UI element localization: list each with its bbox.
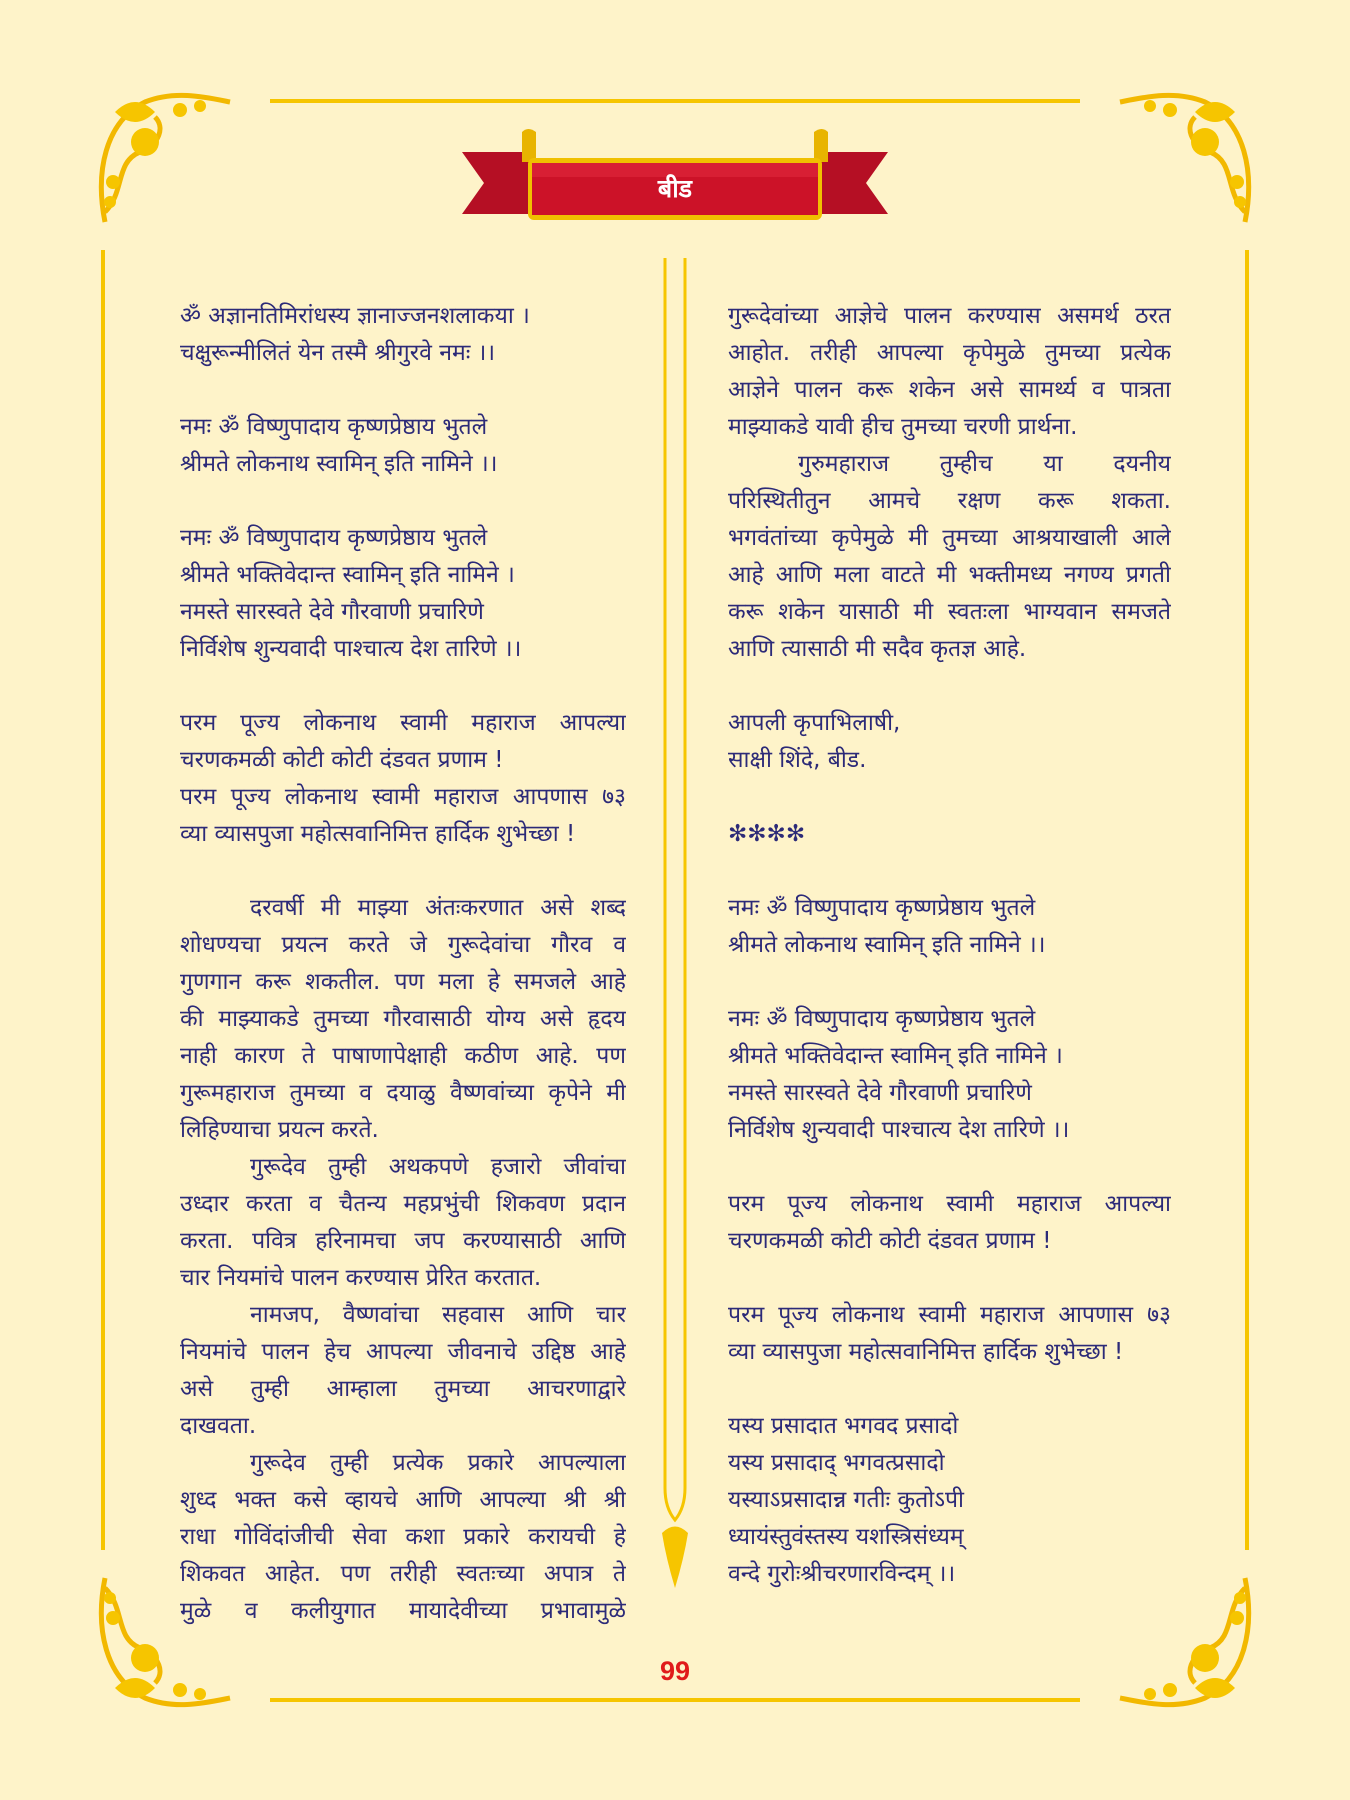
page-title: बीड — [657, 174, 693, 203]
text-line: आपली कृपाभिलाषी, — [728, 710, 901, 736]
paragraph-spacer — [728, 1371, 1171, 1408]
text-line: श्रीमते लोकनाथ स्वामिन् इति नामिने ।। — [180, 451, 498, 477]
prose-paragraph — [728, 446, 1171, 668]
text-line: गुरूदेवांच्या आज्ञेचे पालन करण्यास असमर्थ ठरत — [728, 303, 1171, 329]
text-line: आहोत. तरीही आपल्या कृपेमुळे तुमच्या प्रत्येक — [728, 340, 1171, 366]
text-line: चक्षुरून्मीलितं येन तस्मै श्रीगुरवे नमः ।। — [180, 340, 496, 366]
text-line: यस्य प्रसादाद् भगवत्प्रसादो — [728, 1450, 945, 1476]
text-line: उध्दार करता व चैतन्य महप्रभुंची शिकवण प्रदान — [180, 1191, 626, 1217]
text-line: यस्याऽप्रसादान्न गतीः कुतोऽपी — [728, 1487, 964, 1513]
left-text-column — [180, 298, 626, 1630]
prose-paragraph — [180, 1297, 626, 1445]
text-line: गुणगान करू शकतील. पण मला हे समजले आहे — [180, 969, 626, 995]
text-line: गुरूदेव तुम्ही अथकपणे हजारो जीवांचा — [250, 1154, 626, 1180]
paragraph-spacer — [728, 779, 1171, 816]
text-line: ध्यायंस्तुवंस्तस्य यशस्त्रिसंध्यम् — [728, 1524, 964, 1550]
verse-block — [728, 1001, 1171, 1149]
text-line: चार नियमांचे पालन करण्यास प्रेरित करतात. — [180, 1265, 542, 1291]
verse-block — [728, 816, 1171, 853]
text-line: परम पूज्य लोकनाथ स्वामी महाराज आपल्या — [728, 1191, 1171, 1217]
text-line: नामजप, वैष्णवांचा सहवास आणि चार — [250, 1302, 626, 1328]
text-line: नमः ॐ विष्णुपादाय कृष्णप्रेष्ठाय भुतले — [180, 414, 488, 440]
text-line: व्या व्यासपुजा महोत्सवानिमित्त हार्दिक शुभेच्छा ! — [728, 1339, 1124, 1365]
text-line: आज्ञेने पालन करू शकेन असे सामर्थ्य व पात्रता — [728, 377, 1171, 403]
prose-paragraph — [728, 1297, 1171, 1371]
prose-paragraph — [180, 1149, 626, 1297]
text-line: नमः ॐ विष्णुपादाय कृष्णप्रेष्ठाय भुतले — [728, 895, 1036, 921]
text-line: राधा गोविंदांजीची सेवा कशा प्रकारे करायची हे — [180, 1524, 626, 1550]
text-line: गुरुमहाराज तुम्हीच या दयनीय — [798, 451, 1171, 477]
verse-block — [728, 1408, 1171, 1593]
column-divider — [662, 258, 688, 1588]
prose-paragraph — [728, 298, 1171, 446]
text-line: श्रीमते भक्तिवेदान्त स्वामिन् इति नामिने । — [728, 1043, 1063, 1069]
verse-block — [180, 298, 626, 372]
frame-right-line — [1245, 250, 1249, 1550]
text-line: परम पूज्य लोकनाथ स्वामी महाराज आपणास ७३ — [728, 1302, 1171, 1328]
paragraph-spacer — [728, 1260, 1171, 1297]
text-line: शोधण्यचा प्रयत्न करते जे गुरूदेवांचा गौरव व — [180, 932, 626, 958]
paragraph-spacer — [728, 964, 1171, 1001]
paragraph-spacer — [728, 853, 1171, 890]
text-line: आहे आणि मला वाटते मी भक्तीमध्य नगण्य प्रगती — [728, 562, 1171, 588]
text-line: व्या व्यासपुजा महोत्सवानिमित्त हार्दिक शुभेच्छा ! — [180, 821, 576, 847]
verse-block — [728, 705, 1171, 779]
verse-block — [180, 520, 626, 668]
text-line: यस्य प्रसादात भगवद प्रसादो — [728, 1413, 959, 1439]
text-line: वन्दे गुरोःश्रीचरणारविन्दम् ।। — [728, 1561, 956, 1587]
paragraph-spacer — [728, 668, 1171, 705]
frame-top-line — [270, 99, 1080, 103]
text-line: नमः ॐ विष्णुपादाय कृष्णप्रेष्ठाय भुतले — [728, 1006, 1036, 1032]
prose-paragraph — [180, 779, 626, 853]
text-line: भगवंतांच्या कृपेमुळे मी तुमच्या आश्रयाखाली आले — [728, 525, 1171, 551]
text-line: दाखवता. — [180, 1413, 257, 1439]
text-line: निर्विशेष शुन्यवादी पाश्चात्य देश तारिणे ।। — [728, 1117, 1070, 1143]
paragraph-spacer — [180, 372, 626, 409]
text-line: शुध्द भक्त कसे व्हायचे आणि आपल्या श्री श्री — [180, 1487, 626, 1513]
text-line: करता. पवित्र हरिनामचा जप करण्यासाठी आणि — [180, 1228, 626, 1254]
text-line: साक्षी शिंदे, बीड. — [728, 747, 867, 773]
text-line: चरणकमळी कोटी कोटी दंडवत प्रणाम ! — [728, 1228, 1052, 1254]
frame-bottom-line — [270, 1698, 1080, 1702]
page-number: 99 — [659, 1656, 691, 1686]
text-line: नमस्ते सारस्वते देवे गौरवाणी प्रचारिणे — [728, 1080, 1032, 1106]
text-line: मुळे व कलीयुगात मायादेवीच्या प्रभावामुळे — [180, 1598, 626, 1624]
text-line: की माझ्याकडे तुमच्या गौरवासाठी योग्य असे हृदय — [180, 1006, 626, 1032]
right-text-column — [728, 298, 1171, 1593]
prose-paragraph — [180, 1445, 626, 1630]
text-line: परम पूज्य लोकनाथ स्वामी महाराज आपल्या — [180, 710, 626, 736]
paragraph-spacer — [728, 1149, 1171, 1186]
prose-paragraph — [180, 705, 626, 779]
text-line: गुरूदेव तुम्ही प्रत्येक प्रकारे आपल्याला — [250, 1450, 626, 1476]
text-line: नियमांचे पालन हेच आपल्या जीवनाचे उद्दिष्ठ आहे — [180, 1339, 626, 1365]
text-line: श्रीमते भक्तिवेदान्त स्वामिन् इति नामिने । — [180, 562, 515, 588]
verse-block — [728, 890, 1171, 964]
text-line: आणि त्यासाठी मी सदैव कृतज्ञ आहे. — [728, 636, 1027, 662]
text-line: माझ्याकडे यावी हीच तुमच्या चरणी प्रार्थना. — [728, 414, 1078, 440]
text-line: असे तुम्ही आम्हाला तुमच्या आचरणाद्वारे — [180, 1376, 626, 1402]
text-line: परम पूज्य लोकनाथ स्वामी महाराज आपणास ७३ — [180, 784, 626, 810]
text-line: ॐ अज्ञानतिमिरांधस्य ज्ञानाज्जनशलाकया । — [180, 303, 530, 329]
prose-paragraph — [728, 1186, 1171, 1260]
corner-ornament-top-left-icon — [85, 82, 235, 232]
text-line: दरवर्षी मी माझ्या अंतःकरणात असे शब्द — [250, 895, 626, 921]
text-line: करू शकेन यासाठी मी स्वतःला भाग्यवान समजते — [728, 599, 1171, 625]
text-line: लिहिण्याचा प्रयत्न करते. — [180, 1117, 379, 1143]
text-line: शिकवत आहेत. पण तरीही स्वतःच्या अपात्र ते — [180, 1561, 626, 1587]
text-line: गुरूमहाराज तुमच्या व दयाळु वैष्णवांच्या कृपेने मी — [180, 1080, 626, 1106]
text-line: नमस्ते सारस्वते देवे गौरवाणी प्रचारिणे — [180, 599, 484, 625]
paragraph-spacer — [180, 483, 626, 520]
prose-paragraph — [180, 890, 626, 1149]
text-line: नाही कारण ते पाषाणापेक्षाही कठीण आहे. पण — [180, 1043, 626, 1069]
text-line: ✻✻✻✻ — [728, 821, 806, 847]
paragraph-spacer — [180, 668, 626, 705]
corner-ornament-top-right-icon — [1115, 82, 1265, 232]
text-line: चरणकमळी कोटी कोटी दंडवत प्रणाम ! — [180, 747, 504, 773]
verse-block — [180, 409, 626, 483]
text-line: निर्विशेष शुन्यवादी पाश्चात्य देश तारिणे ।। — [180, 636, 522, 662]
text-line: नमः ॐ विष्णुपादाय कृष्णप्रेष्ठाय भुतले — [180, 525, 488, 551]
text-line: श्रीमते लोकनाथ स्वामिन् इति नामिने ।। — [728, 932, 1046, 958]
frame-left-line — [101, 250, 105, 1550]
text-line: परिस्थितीतुन आमचे रक्षण करू शकता. — [728, 488, 1171, 514]
paragraph-spacer — [180, 853, 626, 890]
